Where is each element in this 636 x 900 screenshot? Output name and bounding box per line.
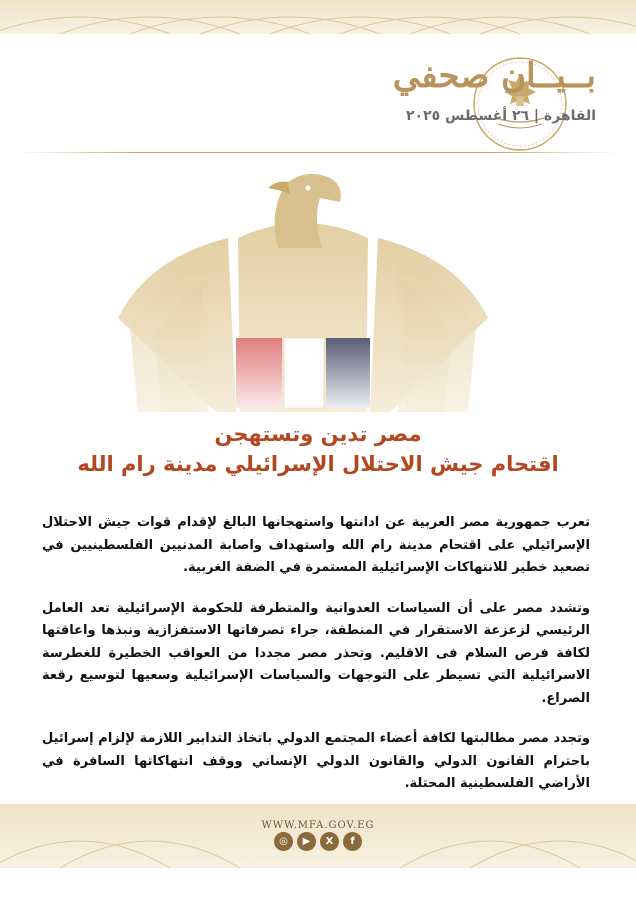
- facebook-icon[interactable]: f: [343, 832, 362, 851]
- youtube-icon[interactable]: ▶: [297, 832, 316, 851]
- x-icon[interactable]: X: [320, 832, 339, 851]
- band-pattern-icon: [0, 0, 636, 34]
- social-icons: [0, 832, 636, 852]
- statement-body: [42, 512, 590, 814]
- headline-line-2: اقتحام جيش الاحتلال الإسرائيلي مدينة رام الله: [77, 452, 559, 476]
- eagle-emblem-icon: [108, 168, 498, 412]
- paragraph-3: وتجدد مصر مطالبتها لكافة أعضاء المجتمع الدولي باتخاذ التدابير اللازمة لإلزام إسرائيل باحترام القانون الدولي والقانون الدولي الإنساني ووقف انتهاكاتها السافرة في الأراضي الفلسطينية المحتلة.: [42, 731, 590, 791]
- paragraph-2: وتشدد مصر على أن السياسات العدوانية والمتطرفة للحكومة الإسرائيلية تعد العامل الرئيسي لزعزعة الاستقرار في المنطقة، جراء تصرفاتها الاستفزازية ونبذها واعاقتها لكافة فرص السلام فى الاقليم. وتحذر مصر مجددا من العواقب الخطيرة للغطرسة الاسرائيلية التي تسيطر على التوجهات والسياسات الإسرائيلية وسعيها لتوسيع رقعة الصراع.: [42, 600, 590, 706]
- header-divider: [18, 152, 618, 153]
- instagram-icon[interactable]: ◎: [274, 832, 293, 851]
- document-type-title: بــيــان صحفي: [392, 56, 596, 96]
- place-and-date: القاهرة | ٢٦ أغسطس ٢٠٢٥: [405, 108, 596, 124]
- ministry-website-link[interactable]: WWW.MFA.GOV.EG: [261, 820, 375, 831]
- top-decorative-band: [0, 0, 636, 34]
- headline-line-1: مصر تدين وتستهجن: [214, 422, 422, 446]
- paragraph-1: تعرب جمهورية مصر العربية عن ادانتها واستهجانها البالغ لإقدام قوات جيش الاحتلال الإسرائيلي على اقتحام مدينة رام الله واستهداف واصابة المدنيين الفلسطينيين في تصعيد خطير للانتهاكات الإسرائيلية المستمرة في الضفة الغربية.: [42, 515, 590, 575]
